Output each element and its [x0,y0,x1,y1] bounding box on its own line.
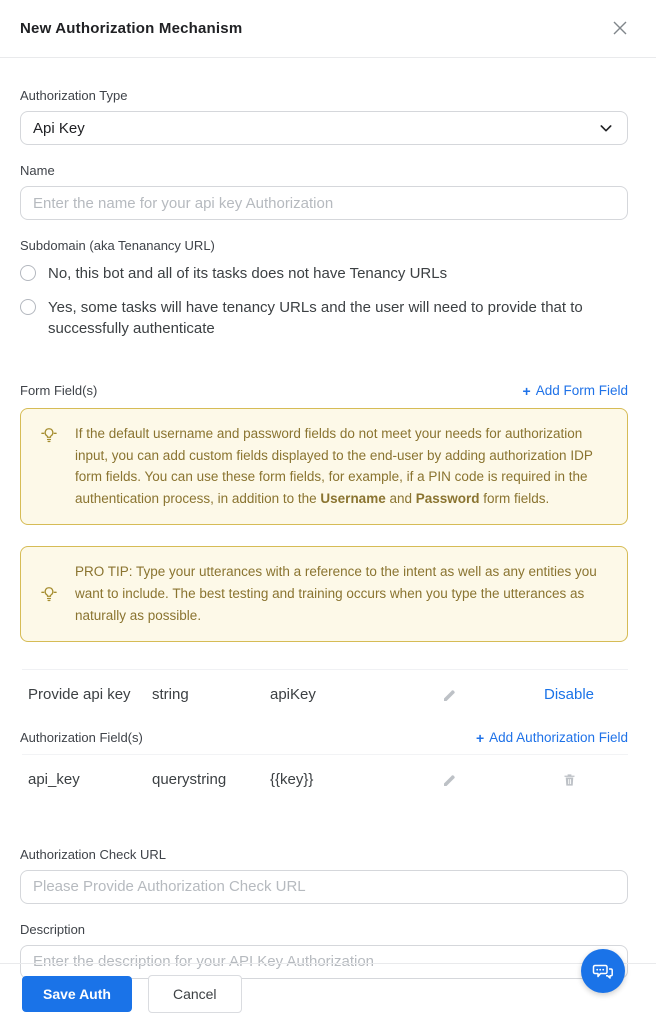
name-label: Name [20,163,55,178]
lightbulb-icon [39,584,59,604]
authorization-type-label: Authorization Type [20,88,128,103]
form-field-key: apiKey [270,686,316,704]
form-fields-tip-text [75,423,609,510]
save-auth-button[interactable]: Save Auth [22,976,132,1012]
close-x-glyph [612,20,628,36]
tip-text-after: form fields. [479,491,550,507]
pro-tip-box [20,546,628,642]
check-url-label: Authorization Check URL [20,846,166,862]
radio-unchecked-icon[interactable] [20,265,36,281]
modal-footer [0,963,656,1024]
bottom-inputs [20,847,628,979]
subdomain-option-no-label: No, this bot and all of its tasks does not have Tenancy URLs [48,265,448,282]
subdomain-label: Subdomain (aka Tenanancy URL) [20,238,215,253]
authorization-type-value: Api Key [33,119,85,137]
disable-link[interactable]: Disable [543,686,595,704]
add-form-field-label: Add Form Field [535,383,628,399]
description-label: Description [20,921,86,937]
authorization-fields-header [20,730,628,746]
modal-header [0,0,656,58]
add-authorization-field-label: Add Authorization Field [489,730,628,746]
tip-text-before: If the default username and password fields do not meet your needs for authorization input, you can add custom fields displayed to the end-user by adding authorization IDP form fields. You can use these form fields, for example, if a PIN code is required in the authentication process, in addition to the [75,425,593,507]
authorization-field-name: api_key [28,771,80,789]
close-icon[interactable] [608,14,632,44]
tip-bold-username: Username [320,491,386,507]
trash-icon[interactable] [560,770,579,790]
authorization-check-url-input[interactable] [20,870,628,904]
form-fields-tip-box [20,408,628,525]
subdomain-option-yes[interactable] [20,298,628,339]
plus-icon: + [475,729,485,746]
form-field-row [20,670,628,720]
lightbulb-icon [39,425,59,445]
authorization-type-select[interactable] [20,111,628,145]
authorization-type-select-wrap [20,111,628,145]
subdomain-option-no[interactable] [20,264,628,284]
modal-body [0,58,656,979]
authorization-field-row [20,755,628,805]
add-authorization-field-button[interactable] [476,730,628,746]
chat-widget-button[interactable] [581,949,625,993]
cancel-button[interactable]: Cancel [148,975,242,1013]
form-field-name: Provide api key [28,686,131,704]
plus-icon: + [522,382,531,399]
authorization-field-key: {{key}} [270,771,314,789]
edit-pencil-icon[interactable] [440,685,460,705]
tip-bold-password: Password [415,491,480,507]
pro-tip-text: PRO TIP: Type your utterances with a reference to the intent as well as any entities you want to include. The best testing and training occurs when you type the utterances as naturally as possible. [75,564,597,623]
authorization-field-type: querystring [152,771,227,789]
tip-text-mid: and [385,491,416,507]
add-form-field-button[interactable] [523,383,628,399]
modal-title: New Authorization Mechanism [20,20,243,37]
edit-pencil-icon[interactable] [440,770,460,790]
chat-bubbles-icon [591,959,615,983]
form-fields-header [20,383,628,399]
name-input[interactable] [20,186,628,220]
radio-unchecked-icon[interactable] [20,299,36,315]
authorization-fields-label: Authorization Field(s) [20,730,143,746]
form-fields-label: Form Field(s) [20,383,98,399]
subdomain-option-yes-label: Yes, some tasks will have tenancy URLs and the user will need to provide that to successfully authenticate [48,299,583,337]
form-field-type: string [152,686,189,704]
subdomain-group [20,238,628,339]
